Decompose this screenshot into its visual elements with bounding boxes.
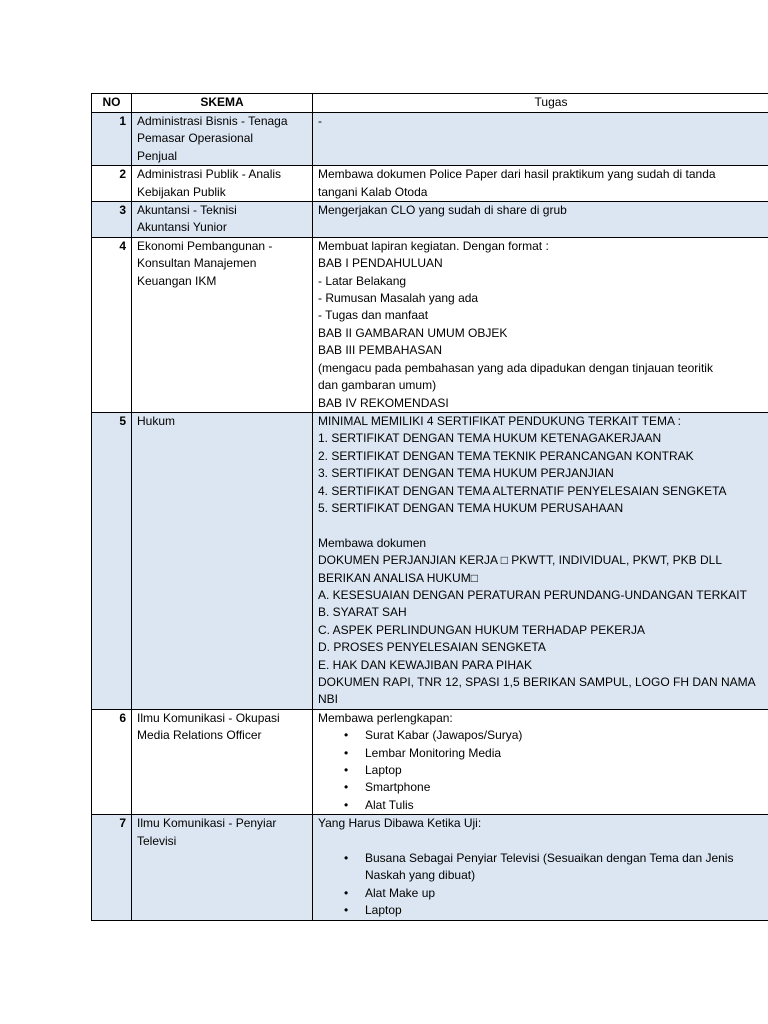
bullet-item xyxy=(318,797,768,814)
bullet-list xyxy=(318,727,768,814)
header-tugas: Tugas xyxy=(313,94,768,113)
table-row xyxy=(92,113,768,166)
tugas-line: (mengacu pada pembahasan yang ada dipadukan dengan tinjauan teoritik xyxy=(318,360,713,375)
skema-line: Administrasi Bisnis - Tenaga xyxy=(137,114,288,128)
skema-line: Konsultan Manajemen xyxy=(137,256,257,271)
skema-line: Akuntansi Yunior xyxy=(137,220,227,235)
bullet-text: • Surat Kabar (Jawapos/Surya) xyxy=(365,728,523,743)
tugas-line: - Rumusan Masalah yang ada xyxy=(318,291,479,306)
row-number: 7 xyxy=(92,815,132,920)
skema-line: Akuntansi - Teknisi xyxy=(137,203,237,218)
table-header-row xyxy=(92,94,768,113)
bullet-text-continued: Naskah yang dibuat) xyxy=(365,868,476,883)
tugas-line: tangani Kalab Otoda xyxy=(318,184,428,199)
tugas-cell xyxy=(313,113,768,166)
tugas-line: Mengerjakan CLO yang sudah di share di grub xyxy=(318,203,567,218)
skema-cell xyxy=(132,815,313,920)
bullet-item xyxy=(318,779,768,796)
skema-line: Ekonomi Pembangunan - xyxy=(137,238,273,253)
bullet-text: • Alat Tulis xyxy=(365,797,414,812)
row-number: 4 xyxy=(92,237,132,412)
tugas-line: B. SYARAT SAH xyxy=(318,605,407,620)
tugas-line: 3. SERTIFIKAT DENGAN TEMA HUKUM PERJANJIAN xyxy=(318,466,614,481)
table-row xyxy=(92,166,768,202)
tugas-line: - xyxy=(318,114,322,128)
skema-line: Keuangan IKM xyxy=(137,273,217,288)
row-number: 6 xyxy=(92,709,132,814)
header-no: NO xyxy=(92,94,132,113)
skema-line: Ilmu Komunikasi - Penyiar xyxy=(137,816,277,831)
tugas-line: Membuat lapiran kegiatan. Dengan format : xyxy=(318,238,549,253)
skema-cell xyxy=(132,709,313,814)
row-number: 1 xyxy=(92,113,132,166)
blank-line xyxy=(318,833,768,850)
tugas-line: BAB II GAMBARAN UMUM OBJEK xyxy=(318,325,508,340)
tugas-line: Yang Harus Dibawa Ketika Uji: xyxy=(318,816,482,831)
bullet-item xyxy=(318,902,768,919)
row-number: 2 xyxy=(92,166,132,202)
tugas-cell xyxy=(313,166,768,202)
skema-line: Kebijakan Publik xyxy=(137,184,226,199)
tugas-line: - Tugas dan manfaat xyxy=(318,308,429,323)
tugas-line: 2. SERTIFIKAT DENGAN TEMA TEKNIK PERANCANGAN KONTRAK xyxy=(318,448,694,463)
skema-line: Hukum xyxy=(137,413,176,428)
bullet-item xyxy=(318,762,768,779)
row-number: 3 xyxy=(92,202,132,238)
tugas-line: D. PROSES PENYELESAIAN SENGKETA xyxy=(318,640,546,655)
tugas-line: DOKUMEN PERJANJIAN KERJA □ PKWTT, INDIVIDUAL, PKWT, PKB DLL xyxy=(318,553,722,568)
header-skema: SKEMA xyxy=(132,94,313,113)
skema-cell xyxy=(132,412,313,709)
bullet-list xyxy=(318,850,768,920)
skema-tugas-table xyxy=(91,93,768,921)
skema-cell xyxy=(132,237,313,412)
tugas-line: BERIKAN ANALISA HUKUM□ xyxy=(318,570,478,585)
row-number: 5 xyxy=(92,412,132,709)
tugas-line: BAB I PENDAHULUAN xyxy=(318,256,443,271)
bullet-text: • Lembar Monitoring Media xyxy=(365,745,502,760)
tugas-line: - Latar Belakang xyxy=(318,273,407,288)
tugas-cell xyxy=(313,237,768,412)
table-row xyxy=(92,237,768,412)
bullet-text: • Busana Sebagai Penyiar Televisi (Sesuaikan dengan Tema dan Jenis xyxy=(365,851,734,866)
blank-line xyxy=(318,517,768,534)
tugas-cell xyxy=(313,709,768,814)
table-body xyxy=(92,113,768,921)
tugas-line: A. KESESUAIAN DENGAN PERATURAN PERUNDANG-UNDANGAN TERKAIT xyxy=(318,587,747,602)
tugas-line: dan gambaran umum) xyxy=(318,378,437,393)
skema-line: Ilmu Komunikasi - Okupasi xyxy=(137,710,280,725)
skema-cell xyxy=(132,166,313,202)
bullet-item xyxy=(318,727,768,744)
tugas-line: MINIMAL MEMILIKI 4 SERTIFIKAT PENDUKUNG TERKAIT TEMA : xyxy=(318,413,681,428)
skema-line: Penjual xyxy=(137,148,178,163)
skema-line: Pemasar Operasional xyxy=(137,131,254,146)
table-row xyxy=(92,709,768,814)
tugas-line: Membawa dokumen xyxy=(318,535,427,550)
tugas-line: C. ASPEK PERLINDUNGAN HUKUM TERHADAP PEKERJA xyxy=(318,622,645,637)
skema-cell xyxy=(132,113,313,166)
skema-line: Televisi xyxy=(137,833,177,848)
bullet-text: • Laptop xyxy=(365,903,402,918)
bullet-item xyxy=(318,885,768,902)
table-row xyxy=(92,412,768,709)
skema-cell xyxy=(132,202,313,238)
tugas-line: BAB III PEMBAHASAN xyxy=(318,343,443,358)
tugas-line: Membawa perlengkapan: xyxy=(318,710,453,725)
tugas-line: NBI xyxy=(318,692,339,707)
skema-line: Administrasi Publik - Analis xyxy=(137,167,282,182)
bullet-item xyxy=(318,745,768,762)
bullet-text: • Laptop xyxy=(365,763,402,778)
tugas-line: BAB IV REKOMENDASI xyxy=(318,395,449,410)
tugas-cell xyxy=(313,412,768,709)
tugas-line: Membawa dokumen Police Paper dari hasil praktikum yang sudah di tanda xyxy=(318,167,716,182)
bullet-text: • Alat Make up xyxy=(365,885,436,900)
table-row xyxy=(92,815,768,920)
bullet-text: • Smartphone xyxy=(365,780,431,795)
tugas-line: E. HAK DAN KEWAJIBAN PARA PIHAK xyxy=(318,657,533,672)
table-row xyxy=(92,202,768,238)
skema-line: Media Relations Officer xyxy=(137,728,262,743)
tugas-cell xyxy=(313,815,768,920)
tugas-line: DOKUMEN RAPI, TNR 12, SPASI 1,5 BERIKAN SAMPUL, LOGO FH DAN NAMA xyxy=(318,674,756,689)
tugas-line: 5. SERTIFIKAT DENGAN TEMA HUKUM PERUSAHAAN xyxy=(318,500,624,515)
bullet-item xyxy=(318,850,768,885)
tugas-line: 4. SERTIFIKAT DENGAN TEMA ALTERNATIF PENYELESAIAN SENGKETA xyxy=(318,483,727,498)
tugas-cell xyxy=(313,202,768,238)
tugas-line: 1. SERTIFIKAT DENGAN TEMA HUKUM KETENAGAKERJAAN xyxy=(318,431,662,446)
